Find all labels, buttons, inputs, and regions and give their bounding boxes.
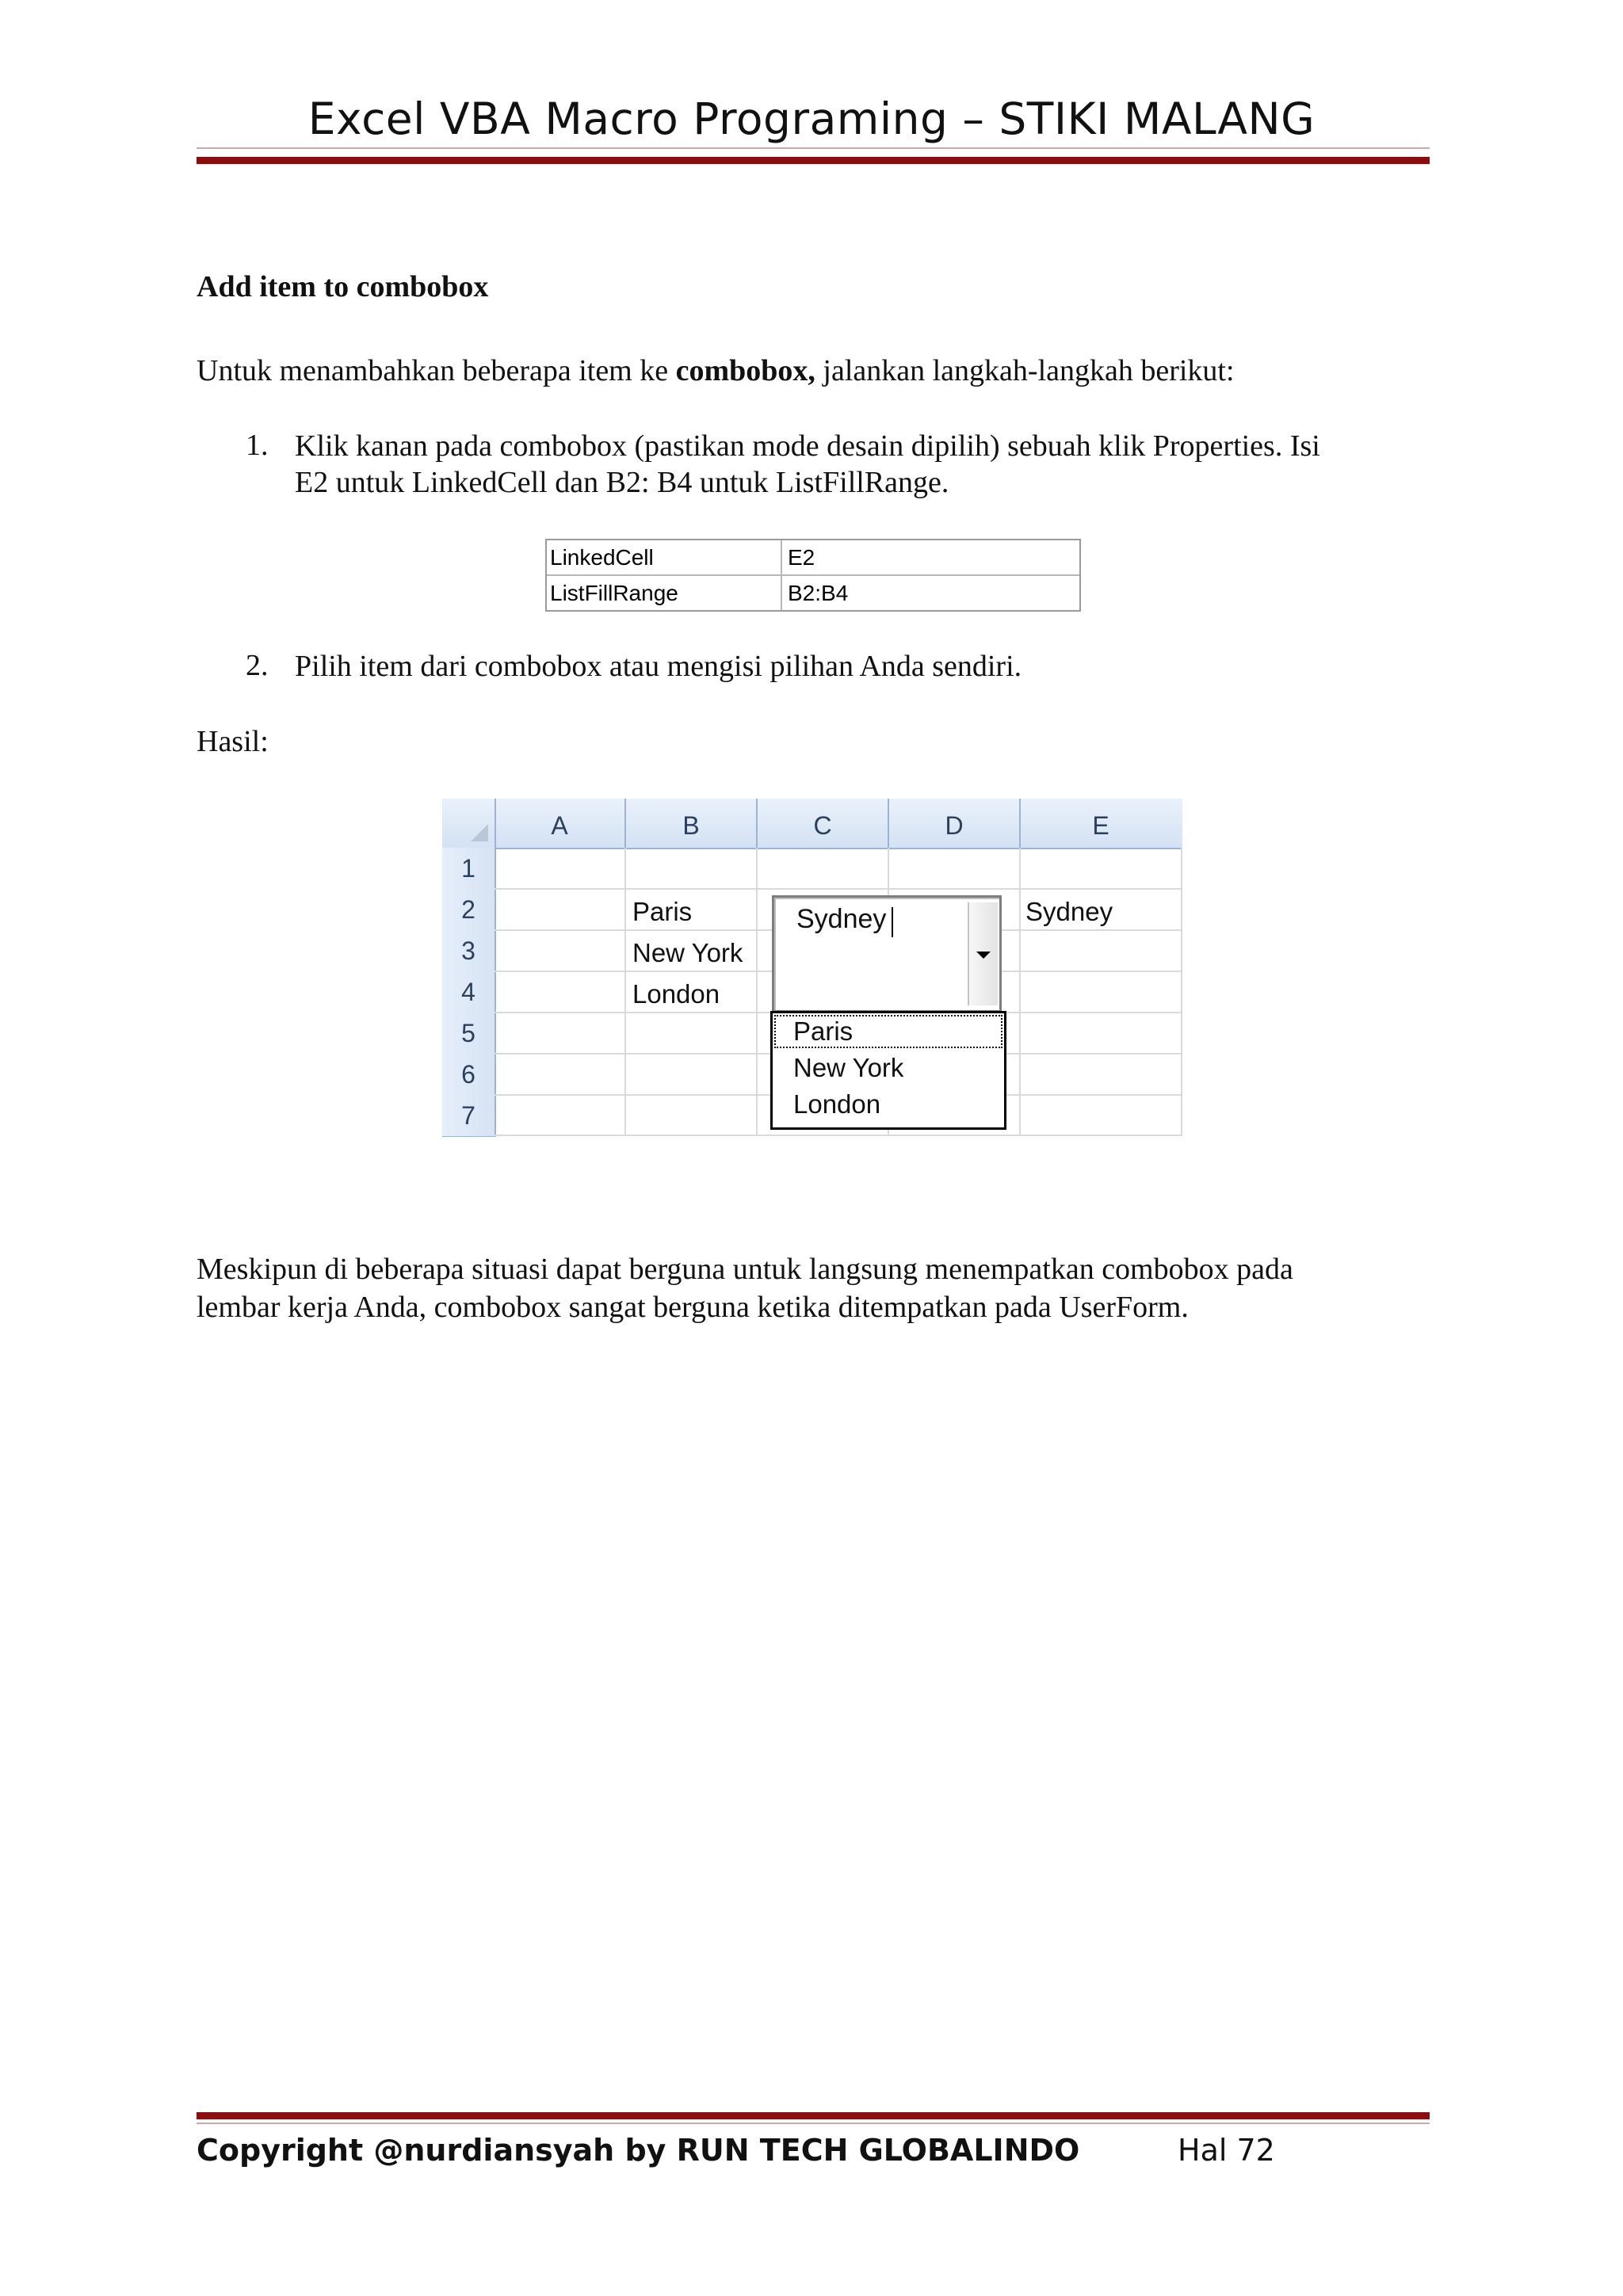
header-title: Excel VBA Macro Programing – STIKI MALANG xyxy=(307,93,1316,144)
cell-e2[interactable]: Sydney xyxy=(1025,897,1113,926)
column-header-a[interactable]: A xyxy=(495,799,626,848)
text-caret xyxy=(892,907,893,937)
step-2-number: 2. xyxy=(246,649,269,682)
intro-text-before: Untuk menambahkan beberapa item ke xyxy=(197,354,676,387)
footer-rule-thin xyxy=(197,2122,1430,2124)
property-name: LinkedCell xyxy=(550,545,654,570)
gridline xyxy=(624,848,626,1136)
row-header-4[interactable]: 4 xyxy=(442,971,496,1013)
combobox-dropdown-button[interactable] xyxy=(968,902,998,1005)
gridline xyxy=(495,888,1182,890)
intro-text-after: jalankan langkah-langkah berikut: xyxy=(815,354,1235,387)
header-rule-thin xyxy=(197,147,1430,149)
footer-page-number: Hal 72 xyxy=(1178,2133,1275,2168)
column-header-c[interactable]: C xyxy=(758,799,889,848)
property-value: B2:B4 xyxy=(788,581,849,605)
closing-line-1: Meskipun di beberapa situasi dapat berguna untuk langsung menempatkan combobox pada xyxy=(197,1253,1293,1286)
row-header-5[interactable]: 5 xyxy=(442,1013,496,1055)
gridline xyxy=(1181,848,1182,1136)
step-1-line-1: Klik kanan pada combobox (pastikan mode desain dipilih) sebuah klik Properties. Isi xyxy=(295,429,1320,463)
intro-paragraph xyxy=(197,352,1430,390)
combobox-dropdown-list xyxy=(770,1011,1006,1130)
row-header-2[interactable]: 2 xyxy=(442,889,496,931)
gridline xyxy=(756,848,758,1136)
gridline xyxy=(495,1135,1182,1136)
properties-row xyxy=(547,540,1079,574)
corner-triangle-icon xyxy=(471,824,488,841)
property-value: E2 xyxy=(788,545,815,570)
property-name: ListFillRange xyxy=(550,581,678,605)
column-header-b[interactable]: B xyxy=(626,799,758,848)
select-all-corner[interactable] xyxy=(442,799,496,848)
closing-line-2: lembar kerja Anda, combobox sangat berguna ketika ditempatkan pada UserForm. xyxy=(197,1291,1189,1324)
row-header-6[interactable]: 6 xyxy=(442,1054,496,1096)
row-header-3[interactable]: 3 xyxy=(442,930,496,972)
row-header-1[interactable]: 1 xyxy=(442,848,496,890)
footer-copyright: Copyright @nurdiansyah by RUN TECH GLOBALINDO xyxy=(197,2133,1080,2168)
combobox[interactable] xyxy=(772,895,1002,1013)
result-label: Hasil: xyxy=(197,725,269,758)
dropdown-option[interactable]: New York xyxy=(793,1053,904,1082)
row-header-7[interactable]: 7 xyxy=(442,1095,496,1137)
cell-b2[interactable]: Paris xyxy=(632,897,693,926)
dropdown-option[interactable]: Paris xyxy=(773,1013,1004,1050)
cell-b4[interactable]: London xyxy=(632,979,720,1009)
chevron-down-icon xyxy=(976,952,991,959)
dropdown-option[interactable]: London xyxy=(793,1089,881,1119)
column-header-e[interactable]: E xyxy=(1092,811,1109,840)
intro-text-bold: combobox, xyxy=(675,354,815,387)
properties-row xyxy=(547,574,1079,610)
step-2-text: Pilih item dari combobox atau mengisi pilihan Anda sendiri. xyxy=(295,650,1022,683)
step-1-number: 1. xyxy=(246,429,269,462)
step-1-line-2: E2 untuk LinkedCell dan B2: B4 untuk ListFillRange. xyxy=(295,466,949,499)
gridline xyxy=(1019,848,1021,1136)
footer-rule-thick xyxy=(197,2112,1430,2119)
properties-table xyxy=(545,539,1081,612)
column-header-d[interactable]: D xyxy=(889,799,1021,848)
header-rule-thick xyxy=(197,157,1430,164)
cell-b3[interactable]: New York xyxy=(632,938,743,967)
combobox-value: Sydney xyxy=(796,904,887,934)
section-heading: Add item to combobox xyxy=(197,270,489,303)
